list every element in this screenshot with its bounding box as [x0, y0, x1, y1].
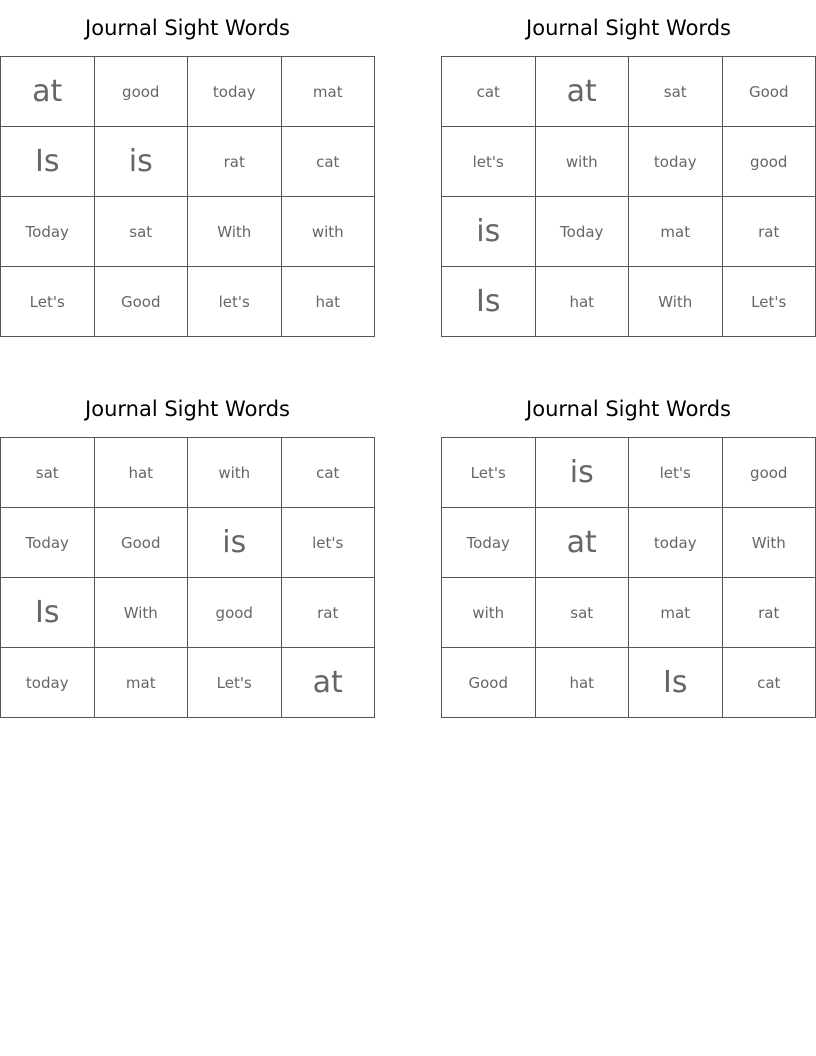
word-cell: Good	[722, 57, 816, 127]
word-cell: is	[442, 197, 536, 267]
word-cell: is	[535, 438, 629, 508]
word-cell: let's	[188, 267, 282, 337]
word-cell: hat	[535, 267, 629, 337]
word-cell: let's	[281, 508, 375, 578]
word-cell: Today	[1, 197, 95, 267]
card-title: Journal Sight Words	[526, 397, 731, 421]
grid-row	[1, 648, 375, 718]
word-cell: mat	[629, 197, 723, 267]
word-cell: good	[188, 578, 282, 648]
word-grid	[0, 56, 375, 337]
word-cell: Is	[442, 267, 536, 337]
card-title: Journal Sight Words	[85, 397, 290, 421]
word-cell: good	[94, 57, 188, 127]
word-cell: Good	[94, 267, 188, 337]
word-cell: Let's	[188, 648, 282, 718]
word-cell: Let's	[442, 438, 536, 508]
word-cell: hat	[94, 438, 188, 508]
word-cell: today	[629, 508, 723, 578]
word-cell: Let's	[722, 267, 816, 337]
word-cell: mat	[629, 578, 723, 648]
word-cell: cat	[442, 57, 536, 127]
word-cell: rat	[281, 578, 375, 648]
grid-row	[1, 57, 375, 127]
word-cell: Is	[1, 127, 95, 197]
word-cell: at	[535, 508, 629, 578]
grid-row	[442, 127, 816, 197]
word-cell: mat	[94, 648, 188, 718]
word-cell: today	[188, 57, 282, 127]
word-cell: With	[722, 508, 816, 578]
word-cell: With	[629, 267, 723, 337]
word-cell: hat	[535, 648, 629, 718]
word-cell: with	[535, 127, 629, 197]
word-cell: With	[188, 197, 282, 267]
word-cell: let's	[629, 438, 723, 508]
word-cell: rat	[722, 578, 816, 648]
grid-row	[1, 127, 375, 197]
word-cell: at	[535, 57, 629, 127]
grid-row	[442, 57, 816, 127]
bingo-card	[441, 0, 816, 337]
word-grid	[441, 56, 816, 337]
grid-row	[442, 197, 816, 267]
word-grid	[0, 437, 375, 718]
grid-row	[1, 508, 375, 578]
word-cell: with	[188, 438, 282, 508]
card-title: Journal Sight Words	[85, 16, 290, 40]
word-cell: is	[188, 508, 282, 578]
word-cell: with	[442, 578, 536, 648]
word-cell: Let's	[1, 267, 95, 337]
word-cell: let's	[442, 127, 536, 197]
word-cell: Is	[1, 578, 95, 648]
grid-row	[442, 438, 816, 508]
bingo-card	[0, 0, 375, 337]
grid-row	[442, 648, 816, 718]
grid-row	[442, 578, 816, 648]
word-cell: sat	[94, 197, 188, 267]
word-cell: rat	[188, 127, 282, 197]
bingo-card	[441, 381, 816, 718]
card-title: Journal Sight Words	[526, 16, 731, 40]
grid-row	[1, 578, 375, 648]
word-cell: today	[1, 648, 95, 718]
word-cell: cat	[722, 648, 816, 718]
word-cell: Today	[1, 508, 95, 578]
word-cell: good	[722, 438, 816, 508]
word-cell: today	[629, 127, 723, 197]
word-cell: at	[1, 57, 95, 127]
word-cell: hat	[281, 267, 375, 337]
word-cell: Good	[94, 508, 188, 578]
word-cell: mat	[281, 57, 375, 127]
word-cell: Is	[629, 648, 723, 718]
word-cell: cat	[281, 438, 375, 508]
grid-row	[1, 267, 375, 337]
word-cell: sat	[629, 57, 723, 127]
word-cell: Today	[442, 508, 536, 578]
grid-row	[1, 197, 375, 267]
grid-row	[1, 438, 375, 508]
word-cell: Today	[535, 197, 629, 267]
word-cell: sat	[535, 578, 629, 648]
word-cell: at	[281, 648, 375, 718]
word-cell: sat	[1, 438, 95, 508]
word-cell: With	[94, 578, 188, 648]
word-cell: Good	[442, 648, 536, 718]
grid-row	[442, 508, 816, 578]
word-cell: cat	[281, 127, 375, 197]
bingo-card	[0, 381, 375, 718]
word-cell: with	[281, 197, 375, 267]
grid-row	[442, 267, 816, 337]
word-cell: good	[722, 127, 816, 197]
word-cell: rat	[722, 197, 816, 267]
word-cell: is	[94, 127, 188, 197]
word-grid	[441, 437, 816, 718]
